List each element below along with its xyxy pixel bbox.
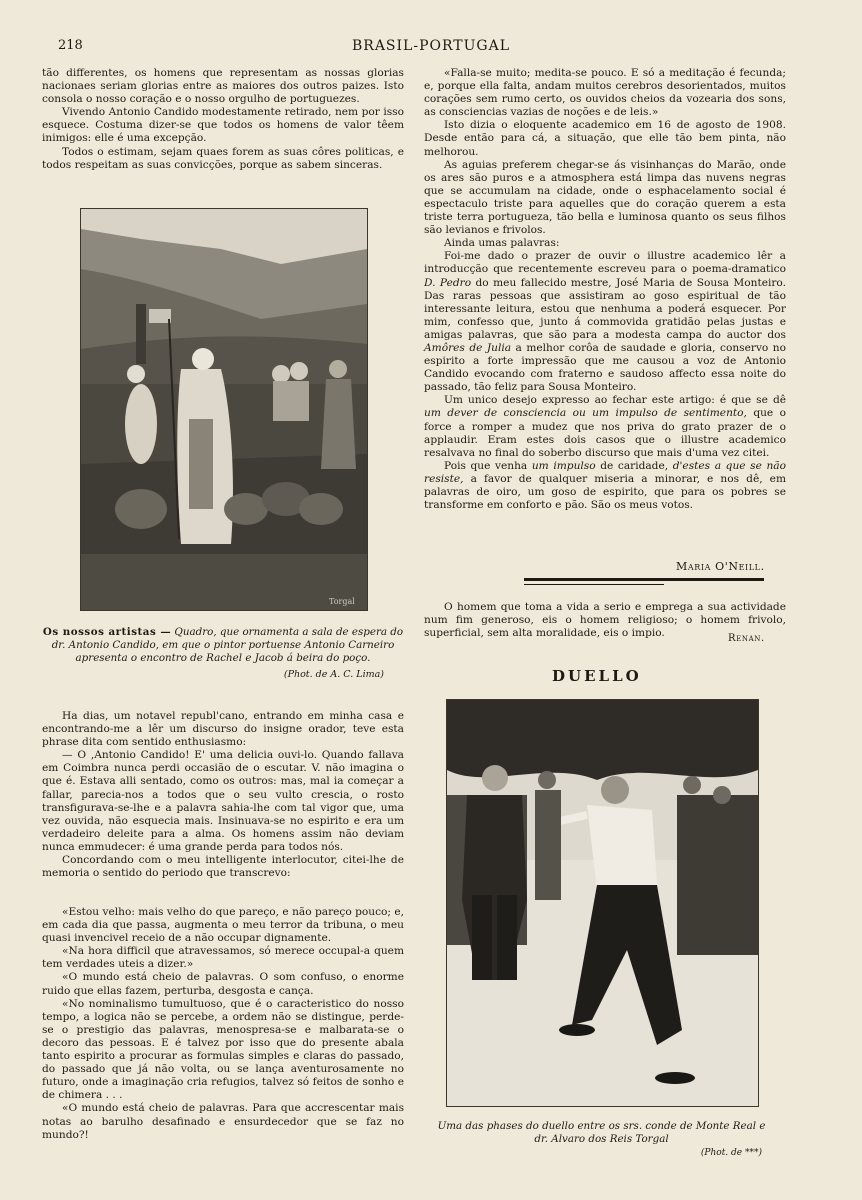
section-rule-thin [524, 584, 664, 585]
duello-credit: (Phot. de ***) [700, 1148, 762, 1158]
duello-illustration [447, 700, 758, 1106]
text-run: Um unico desejo expresso ao fechar este artigo: é que se dê [444, 394, 786, 407]
left-bottom-text [42, 710, 404, 880]
author-signature: Maria O'Neill. [676, 560, 765, 573]
text-run: Pois que venha [444, 459, 532, 472]
text-run: do meu fallecido mestre, José Maria de Sousa Monteiro. Das raras pessoas que assistiram ao goso espiritual de tão interessante leitura, estou que nenhuma a poderá esquecer. Por mim, confesso que, junto á commovida gratidão pelas justas e amigas palavras, que são para a modesta campa do auctor dos [424, 276, 786, 341]
paragraph: — O ,Antonio Candido! E' uma delicia ouvi-lo. Quando fallava em Coimbra nunca perdi occasião de o escutar. V. não imagina o que é. Estava alli sentado, como os outros: mas, mal ia começar a fallar, parecia-nos a todos que o seu vulto crescia, o rosto transfigurava-se-lhe e a palavra sahia-lhe com tal vigor que, uma vez ouvida, não esquecia mais. Insinuava-se no espirito e era um verdadeiro deleite para a alma. Os homens assim não deviam nunca emmudecer: é uma grande perda para todos nós. [42, 749, 404, 853]
epigraph-attribution: Renan. [728, 633, 765, 644]
paragraph: Concordando com o meu intelligente interlocutor, citei-lhe de memoria o sentido do periodo que transcrevo: [42, 854, 404, 880]
painting-signature: Torgal [329, 597, 355, 606]
paragraph [424, 250, 786, 394]
text-run: a melhor corôa de saudade e gloria, conservo no espirito a forte impressão que me causou a voz de Antonio Candido evocando com fraterno e saudoso affecto essa noite do passado, tão feliz para Sousa Monteiro. [424, 341, 787, 394]
painting-caption [42, 626, 404, 665]
quote: «Na hora difficil que atravessamos, só merece occupal-a quem tem verdades uteis a dizer.» [42, 945, 404, 971]
quote: «O mundo está cheio de palavras. O som confuso, o enorme ruido que ellas fazem, perturba, desgosta e cança. [42, 971, 404, 997]
paragraph [424, 460, 786, 512]
text-run-italic: um dever de consciencia ou um impulso de sentimento, [424, 407, 747, 420]
text-run: de caridade, [595, 459, 673, 472]
caption-lead: Os nossos artistas — [42, 626, 172, 638]
right-text [424, 67, 786, 512]
text-run: Foi-me dado o prazer de ouvir o illustre academico lêr a introducção que recentemente escreveu para o poema-dramatico [424, 250, 786, 276]
caption-body: Quadro, que ornamenta a sala de espera do dr. Antonio Candido, em que o pintor portuense Antonio Carneiro apresenta o encontro de Rachel e Jacob á beira do poço. [51, 626, 404, 664]
text-run: que o force a romper a mudez que nos priva do grato prazer de o applaudir. Eram estes dois casos que o illustre academico resalvava no final do soberbo discurso que mais d'uma vez citei. [424, 407, 786, 459]
text-run: a favor de qualquer miseria a minorar, e nos dê, em palavras de oiro, um goso de espirito, que para os pobres se transforme em conforto e pão. São os meus votos. [424, 472, 786, 512]
epigraph-text: O homem que toma a vida a serio e emprega a sua actividade num fim generoso, eis o homem religioso; o homem frivolo, superficial, sem alta moralidade, eis o impio. [424, 601, 786, 640]
paragraph: tão differentes, os homens que representam as nossas glorias nacionaes seriam glorias entre as maiores dos outros paizes. Isto consola o nosso coração e o nosso orgulho de portuguezes. [42, 67, 404, 106]
left-top-text [42, 67, 404, 172]
quote: «O mundo está cheio de palavras. Para que accrescentar mais notas ao barulho desafinado e ensurdecedor que se faz no mundo?! [42, 1102, 404, 1141]
text-run-italic: um impulso [531, 459, 596, 472]
paragraph: Ainda umas palavras: [444, 237, 560, 250]
painting-credit: (Phot. de A. C. Lima) [283, 669, 384, 680]
paragraph: Vivendo Antonio Candido modestamente retirado, nem por isso esquece. Costuma dizer-se que todos os homens de valor têem inimigos: elle é uma excepção. [42, 106, 404, 145]
quote: «No nominalismo tumultuoso, que é o caracteristico do nosso tempo, a logica não se percebe, a ordem não se distingue, perde-se o prestigio das palavras, menospresa-se e malbarata-se o decoro das pessoas. E é talvez por isso que do presente abala tanto espirito a procurar as formulas simples e claras do passado, do passado que já não volta, ou se lança aventurosamente no futuro, onde a imaginação cria refugios, talvez só feitos de sonho e de chimera . . . [42, 997, 404, 1102]
duello-caption: Uma das phases do duello entre os srs. conde de Monte Real e dr. Alvaro dos Reis Torgal [437, 1120, 766, 1145]
quote: «Estou velho: mais velho do que pareço, e não pareço pouco; e, em cada dia que passa, augmenta o meu terror da tribuna, o meu quasi invencivel receio de a não occupar dignamente. [42, 906, 404, 945]
page-number: 218 [58, 38, 83, 53]
running-head-title: BRASIL-PORTUGAL [351, 38, 510, 54]
paragraph: Isto dizia o eloquente academico em 16 de agosto de 1908. Desde então para cá, a situação, que elle tão bem pinta, não melhorou. [424, 119, 786, 158]
text-run-italic: D. Pedro [424, 276, 472, 289]
paragraph: Todos o estimam, sejam quaes forem as suas côres politicas, e todos respeitam as suas convicções, porque as sabem sinceras. [42, 145, 404, 171]
text-run-italic: d'estes a que se não resiste, [424, 459, 786, 485]
duello-title: DUELLO [552, 667, 642, 685]
duello-photo [446, 699, 759, 1107]
paragraph: As aguias preferem chegar-se ás visinhanças do Marão, onde os ares são puros e a atmosphera está limpa das nuvens negras que se accumulam na cidade, onde o esphacelamento social é espectaculo triste para aquelles que do coração querem a esta triste terra portugueza, tão bella e luminosa quanto os seus filhos são levianos e frivolos. [424, 158, 786, 237]
paragraph [424, 394, 786, 459]
text-run-italic: Amôres de Julia [424, 341, 512, 354]
paragraph: Ha dias, um notavel republ'cano, entrando em minha casa e encontrando-me a lêr um discurso do insigne orador, teve esta phrase dita com sentido enthusiasmo: [42, 710, 404, 749]
painting-image [80, 208, 368, 611]
paragraph: «Falla-se muito; medita-se pouco. E só a meditação é fecunda; e, porque ella falta, andam muitos cerebros desorientados, muitos corações sem rumo certo, os ouvidos cheios da vozearia dos sons, as consciencias vazias de noções e de leis.» [424, 67, 786, 119]
painting-illustration [81, 209, 367, 610]
section-rule-thick [524, 578, 764, 581]
left-quotes [42, 906, 404, 1142]
